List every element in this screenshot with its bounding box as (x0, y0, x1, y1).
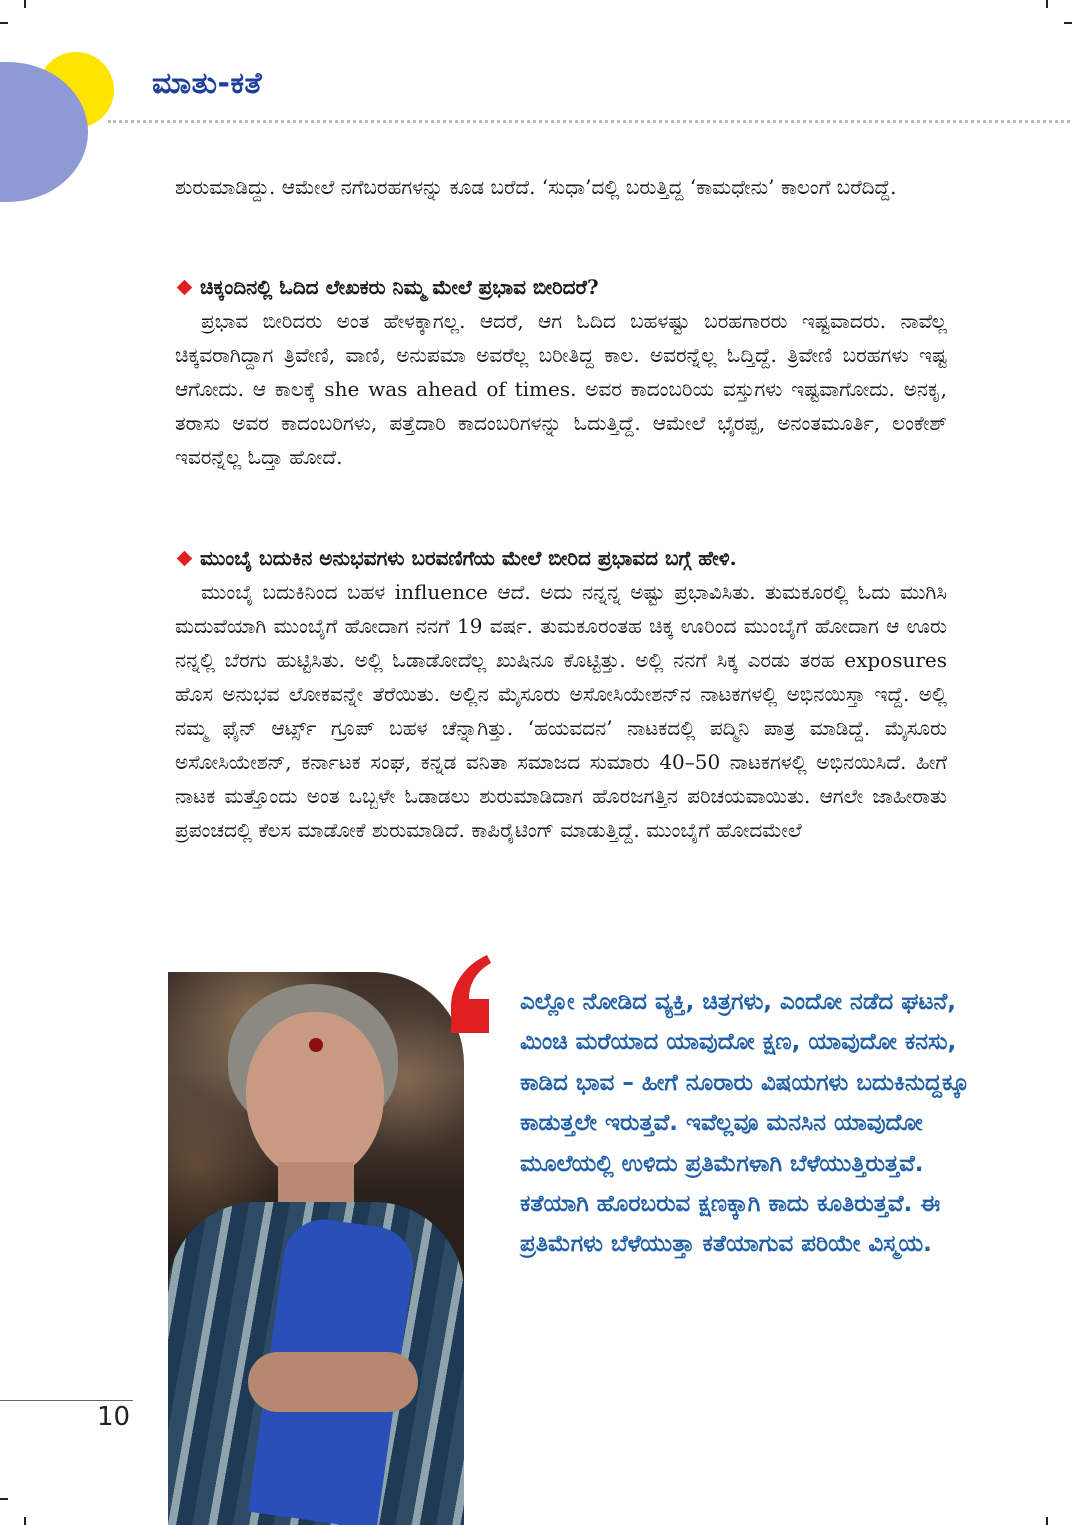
interview-block-2 (175, 541, 947, 847)
crop-mark (0, 1498, 8, 1500)
crop-mark (1064, 22, 1072, 24)
interview-block-1 (175, 270, 947, 474)
crop-mark (1046, 0, 1048, 8)
crop-mark (0, 22, 8, 24)
interview-question (175, 541, 947, 575)
crop-mark (24, 1517, 26, 1525)
crop-mark (1046, 1517, 1048, 1525)
author-portrait-photo (168, 972, 464, 1525)
article-paragraph: ಶುರುಮಾಡಿದ್ದು. ಆಮೇಲೆ ನಗೆಬರಹಗಳನ್ನು ಕೂಡ ಬರೆದೆ. ‘ಸುಧಾ’ದಲ್ಲಿ ಬರುತ್ತಿದ್ದ ‘ಕಾಮಧೇನು’ ಕಾಲಂಗೆ ಬರೆದಿದ್ದೆ. (175, 175, 897, 199)
article-intro (175, 170, 947, 204)
page-number-rule (0, 1400, 133, 1401)
section-title: ಮಾತು-ಕತೆ (152, 66, 263, 101)
red-open-quote-icon (447, 955, 491, 1035)
header-dotted-rule (108, 120, 1070, 123)
red-diamond-icon (177, 280, 193, 296)
interview-answer: ಪ್ರಭಾವ ಬೀರಿದರು ಅಂತ ಹೇಳಕ್ಕಾಗಲ್ಲ. ಆದರೆ, ಆಗ ಓದಿದ ಬಹಳಷ್ಟು ಬರಹಗಾರರು ಇಷ್ಟವಾದರು. ನಾವೆಲ್ಲ ಚಿಕ್ಕವರಾಗಿದ್ದಾಗ ತ್ರಿವೇಣಿ, ವಾಣಿ, ಅನುಪಮಾ ಅವರೆಲ್ಲ ಬರೀತಿದ್ದ ಕಾಲ. ಅವರನ್ನೆಲ್ಲ ಓದ್ತಿದ್ದೆ. ತ್ರಿವೇಣಿ ಬರಹಗಳು ಇಷ್ಟ ಆಗೋದು. ಆ ಕಾಲಕ್ಕೆ she was ahead of times. ಅವರ ಕಾದಂಬರಿಯ ವಸ್ತುಗಳು ಇಷ್ಟವಾಗೋದು. ಅನಕೃ, ತರಾಸು ಅವರ ಕಾದಂಬರಿಗಳು, ಪತ್ತೆದಾರಿ ಕಾದಂಬರಿಗಳನ್ನು ಓದುತ್ತಿದ್ದೆ. ಆಮೇಲೆ ಭೈರಪ್ಪ, ಅನಂತಮೂರ್ತಿ, ಲಂಕೇಶ್ ಇವರನ್ನೆಲ್ಲ ಓದ್ತಾ ಹೋದೆ. (175, 309, 947, 469)
page-number: 10 (97, 1402, 131, 1432)
interview-answer: ಮುಂಬೈ ಬದುಕಿನಿಂದ ಬಹಳ influence ಆದೆ. ಅದು ನನ್ನನ್ನ ಅಷ್ಟು ಪ್ರಭಾವಿಸಿತು. ತುಮಕೂರಲ್ಲಿ ಓದು ಮುಗಿಸಿ ಮದುವೆಯಾಗಿ ಮುಂಬೈಗೆ ಹೋದಾಗ ನನಗೆ 19 ವರ್ಷ. ತುಮಕೂರಂತಹ ಚಿಕ್ಕ ಊರಿಂದ ಮುಂಬೈಗೆ ಹೋದಾಗ ಆ ಊರು ನನ್ನಲ್ಲಿ ಬೆರಗು ಹುಟ್ಟಿಸಿತು. ಅಲ್ಲಿ ಓಡಾಡೋದೆಲ್ಲ ಖುಷಿನೂ ಕೊಟ್ಟಿತ್ತು. ಅಲ್ಲಿ ನನಗೆ ಸಿಕ್ಕ ಎರಡು ತರಹ exposures ಹೊಸ ಅನುಭವ ಲೋಕವನ್ನೇ ತೆರೆಯಿತು. ಅಲ್ಲಿನ ಮೈಸೂರು ಅಸೋಸಿಯೇಶನ್‌ನ ನಾಟಕಗಳಲ್ಲಿ ಅಭಿನಯಿಸ್ತಾ ಇದ್ದೆ. ಅಲ್ಲಿ ನಮ್ಮ ಫೈನ್ ಆರ್ಟ್ಸ್ ಗ್ರೂಪ್ ಬಹಳ ಚೆನ್ನಾಗಿತ್ತು. ‘ಹಯವದನ’ ನಾಟಕದಲ್ಲಿ ಪದ್ಮಿನಿ ಪಾತ್ರ ಮಾಡಿದ್ದೆ. ಮೈಸೂರು ಅಸೋಸಿಯೇಶನ್, ಕರ್ನಾಟಕ ಸಂಘ, ಕನ್ನಡ ವನಿತಾ ಸಮಾಜದ ಸುಮಾರು 40–50 ನಾಟಕಗಳಲ್ಲಿ ಅಭಿನಯಿಸಿದೆ. ಹೀಗೆ ನಾಟಕ ಮತ್ತೊಂದು ಅಂತ ಒಬ್ಬಳೇ ಓಡಾಡಲು ಶುರುಮಾಡಿದಾಗ ಹೊರಜಗತ್ತಿನ ಪರಿಚಯವಾಯಿತು. ಆಗಲೇ ಜಾಹೀರಾತು ಪ್ರಪಂಚದಲ್ಲಿ ಕೆಲಸ ಮಾಡೋಕೆ ಶುರುಮಾಡಿದೆ. ಕಾಪಿರೈಟಿಂಗ್ ಮಾಡುತ್ತಿದ್ದೆ. ಮುಂಬೈಗೆ ಹೋದಮೇಲೆ (175, 580, 947, 842)
crop-mark (24, 0, 26, 8)
red-diamond-icon (177, 551, 193, 567)
pull-quote: ಎಲ್ಲೋ ನೋಡಿದ ವ್ಯಕ್ತಿ, ಚಿತ್ರಗಳು, ಎಂದೋ ನಡೆದ ಘಟನೆ, ಮಿಂಚಿ ಮರೆಯಾದ ಯಾವುದೋ ಕ್ಷಣ, ಯಾವುದೋ ಕನಸು, ಕಾಡಿದ ಭಾವ – ಹೀಗೆ ನೂರಾರು ವಿಷಯಗಳು ಬದುಕಿನುದ್ದಕ್ಕೂ ಕಾಡುತ್ತಲೇ ಇರುತ್ತವೆ. ಇವೆಲ್ಲವೂ ಮನಸಿನ ಯಾವುದೋ ಮೂಲೆಯಲ್ಲಿ ಉಳಿದು ಪ್ರತಿಮೆಗಳಾಗಿ ಬೆಳೆಯುತ್ತಿರುತ್ತವೆ. ಕತೆಯಾಗಿ ಹೊರಬರುವ ಕ್ಷಣಕ್ಕಾಗಿ ಕಾದು ಕೂತಿರುತ್ತವೆ. ಈ ಪ್ರತಿಮೆಗಳು ಬೆಳೆಯುತ್ತಾ ಕತೆಯಾಗುವ ಪರಿಯೇ ವಿಸ್ಮಯ. (520, 989, 970, 1258)
question-text: ಚಿಕ್ಕಂದಿನಲ್ಲಿ ಓದಿದ ಲೇಖಕರು ನಿಮ್ಮ ಮೇಲೆ ಪ್ರಭಾವ ಬೀರಿದರೆ? (200, 275, 599, 299)
question-text: ಮುಂಬೈ ಬದುಕಿನ ಅನುಭವಗಳು ಬರವಣಿಗೆಯ ಮೇಲೆ ಬೀರಿದ ಪ್ರಭಾವದ ಬಗ್ಗೆ ಹೇಳಿ. (200, 546, 737, 570)
interview-question (175, 270, 947, 304)
